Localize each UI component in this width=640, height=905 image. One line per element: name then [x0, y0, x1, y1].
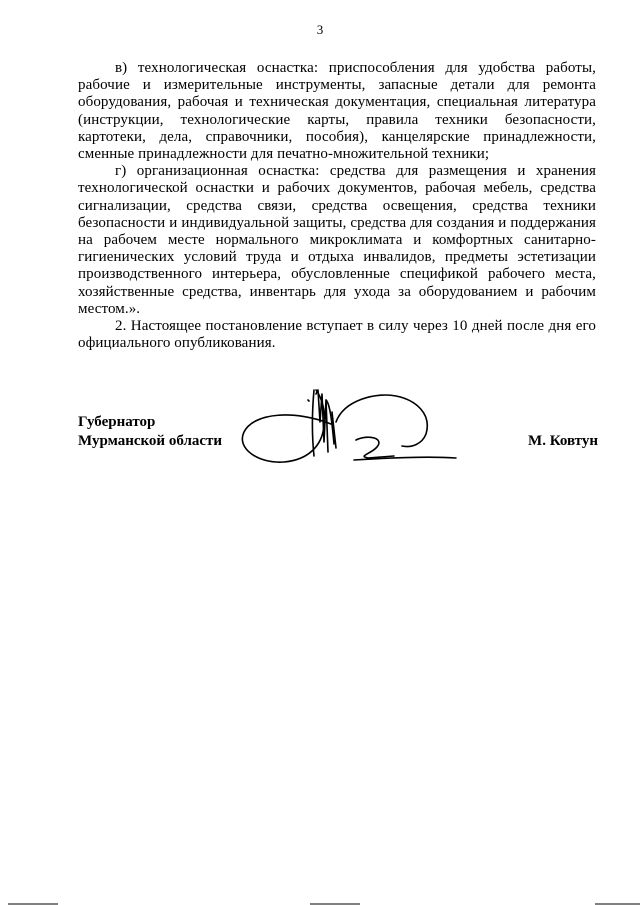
paragraph-technological-equipment: в) технологическая оснастка: приспособления для удобства работы, рабочие и измерительные инструменты, запасные детали для ремонта оборудования, рабочая и техническая документация, специальная литература (инструкции, технологические карты, правила техники безопасности, картотеки, дела, справочники, пособия), канцелярские принадлежности, сменные принадлежности для печатно-множительной техники;	[78, 60, 596, 163]
paragraph-organizational-equipment: г) организационная оснастка: средства для размещения и хранения технологической оснастки и рабочих документов, рабочая мебель, средства сигнализации, средства связи, средства освещения, средства техники безопасности и индивидуальной защиты, средства для создания и поддержания на рабочем месте нормального микроклимата и комфортных санитарно-гигиенических условий труда и отдыха инвалидов, предметы эстетизации производственного интерьера, обусловленные спецификой рабочего места, хозяйственные средства, инвентарь для ухода за оборудованием и рабочим местом.».	[78, 163, 596, 317]
handwritten-signature	[236, 382, 462, 474]
paragraph-effective-date: 2. Настоящее постановление вступает в силу через 10 дней после дня его официального опубликования.	[78, 318, 596, 352]
signer-title-line2: Мурманской области	[78, 433, 223, 449]
document-body	[78, 60, 596, 352]
footer-divider-lines	[0, 899, 640, 905]
page-number: 3	[316, 22, 324, 37]
signer-name: М. Ковтун	[528, 433, 598, 449]
signer-title-line1: Губернатор	[78, 414, 156, 430]
signer-title	[78, 413, 222, 451]
